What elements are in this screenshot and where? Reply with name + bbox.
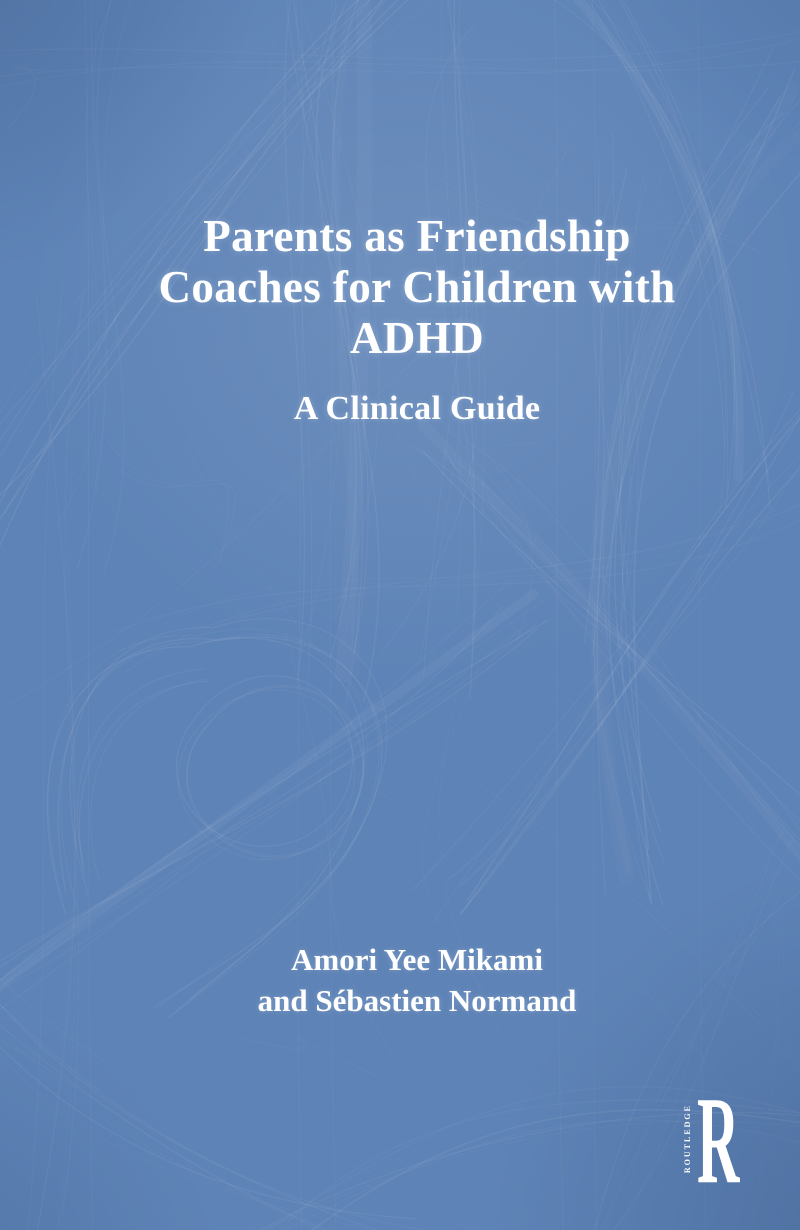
book-title (0, 0, 800, 364)
book-subtitle: A Clinical Guide (293, 390, 541, 427)
routledge-publisher-logo (683, 1072, 740, 1210)
title-line-3: ADHD (349, 313, 485, 363)
title-line-2: Coaches for Children with (158, 262, 676, 312)
title-line-1: Parents as Friendship (203, 211, 631, 261)
author-line-1: Amori Yee Mikami (291, 942, 543, 977)
author-line-2: and Sébastien Normand (257, 983, 577, 1018)
routledge-wordmark: ROUTLEDGE (683, 1103, 692, 1173)
author-names (0, 939, 800, 1021)
routledge-r-icon: R (697, 1072, 740, 1210)
